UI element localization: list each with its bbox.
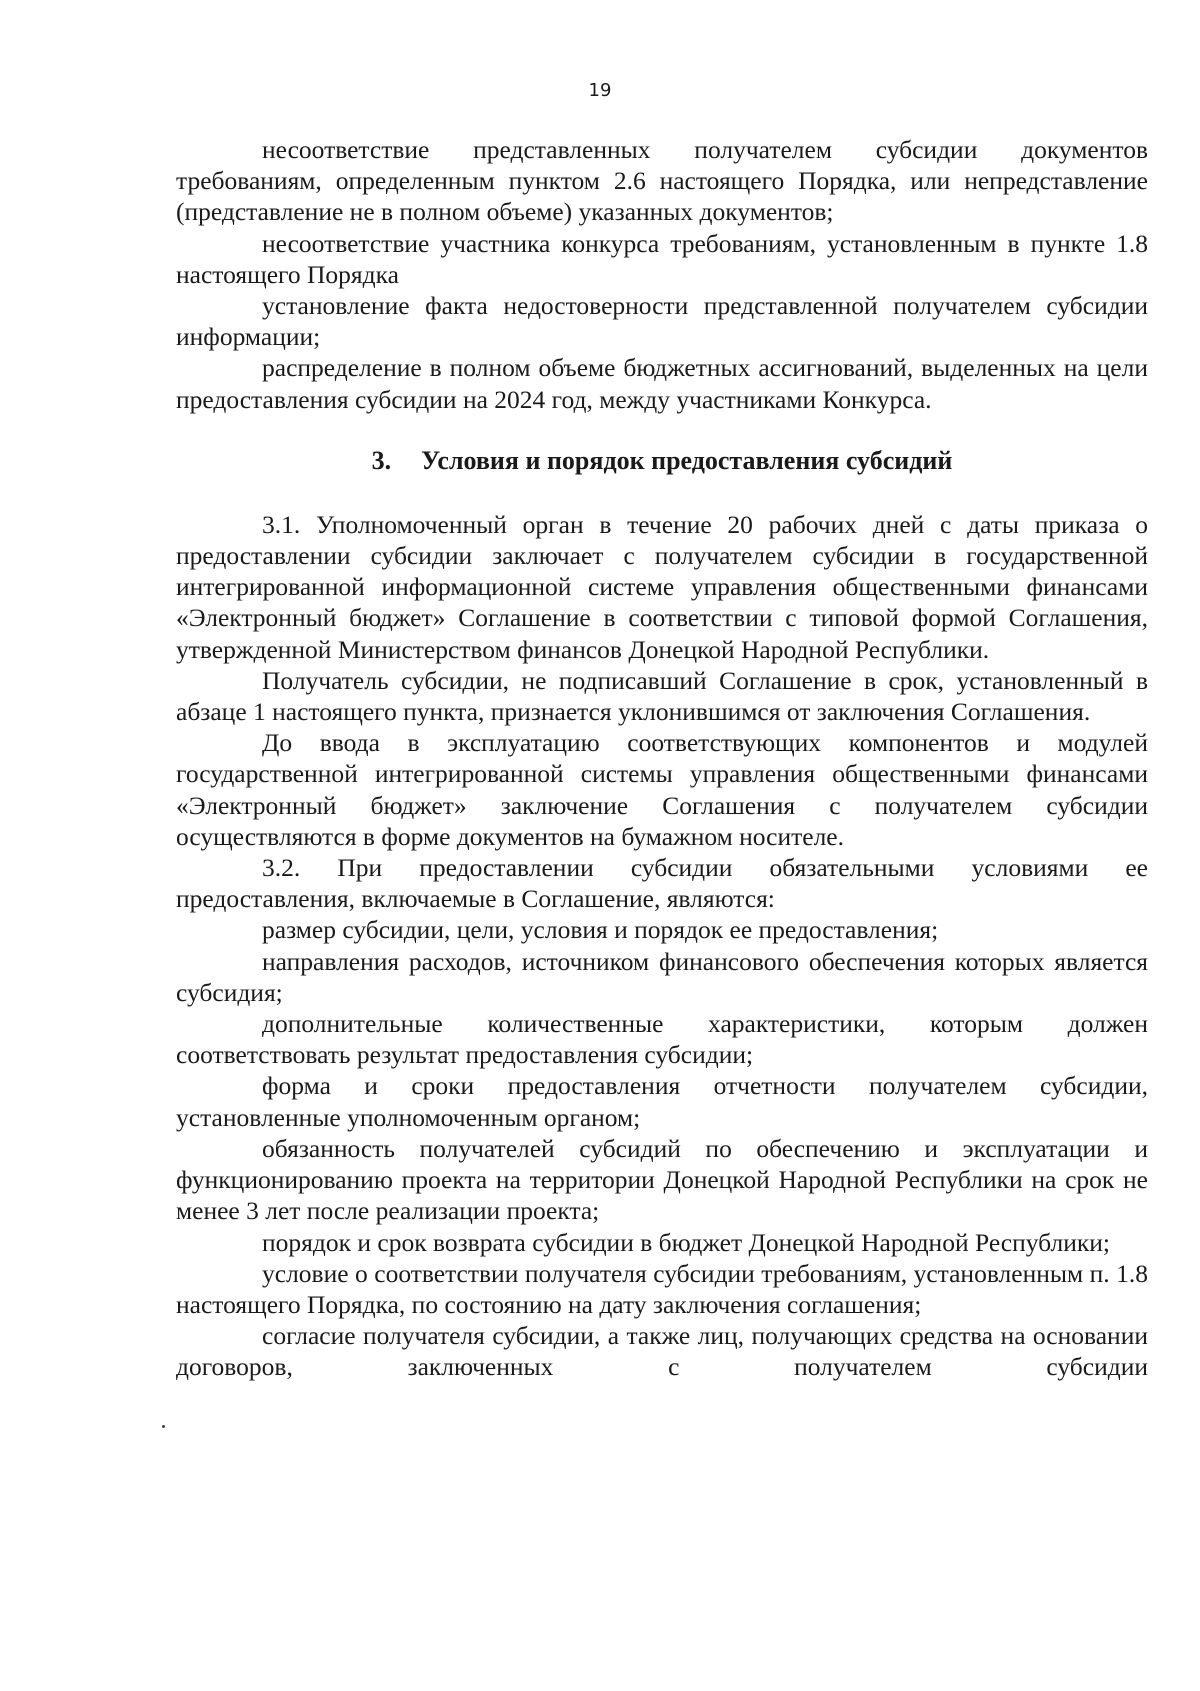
document-body — [176, 134, 1148, 1383]
paragraph: До ввода в эксплуатацию соответствующих компонентов и модулей государственной интегрированной системы управления общественными финансами «Электронный бюджет» заключение Соглашения с получателем субсидии осуществляются в форме документов на бумажном носителе. — [176, 728, 1148, 851]
paragraph: 3.2. При предоставлении субсидии обязательными условиями ее предоставления, включаемые в Соглашение, являются: — [176, 853, 1148, 914]
list-item: направления расходов, источником финансового обеспечения которых является субсидия; — [176, 946, 1148, 1007]
list-item: дополнительные количественные характеристики, которым должен соответствовать результат предоставления субсидии; — [176, 1009, 1148, 1070]
section-number: 3. — [371, 445, 392, 475]
list-item: порядок и срок возврата субсидии в бюджет Донецкой Народной Республики; — [262, 1227, 1110, 1257]
list-item: обязанность получателей субсидий по обеспечению и эксплуатации и функционированию проекта на территории Донецкой Народной Республики на срок не менее 3 лет после реализации проекта; — [176, 1133, 1148, 1226]
paragraph: Получатель субсидии, не подписавший Соглашение в срок, установленный в абзаце 1 настоящего пункта, признается уклонившимся от заключения Соглашения. — [176, 665, 1148, 727]
paragraph: установление факта недостоверности представленной получателем субсидии информации; — [176, 291, 1148, 352]
list-item: форма и сроки предоставления отчетности получателем субсидии, установленные уполномоченным органом; — [176, 1071, 1148, 1132]
section-heading — [176, 445, 1148, 477]
section-title: Условия и порядок предоставления субсидий — [421, 445, 953, 475]
paragraph: распределение в полном объеме бюджетных ассигнований, выделенных на цели предоставления субсидии на 2024 год, между участниками Конкурса. — [176, 353, 1148, 414]
list-item: условие о соответствии получателя субсидии требованиям, установленным п. 1.8 настоящего Порядка, по состоянию на дату заключения соглашения; — [176, 1258, 1148, 1319]
list-item: размер субсидии, цели, условия и порядок ее предоставления; — [262, 915, 939, 945]
paragraph: несоответствие представленных получателем субсидии документов требованиям, определенным пунктом 2.6 настоящего Порядка, или непредставление (представление не в полном объеме) указанных документов; — [176, 135, 1148, 227]
paragraph: несоответствие участника конкурса требованиям, установленным в пункте 1.8 настоящего Порядка — [176, 228, 1148, 289]
page-number: 19 — [588, 80, 612, 101]
paragraph: 3.1. Уполномоченный орган в течение 20 рабочих дней с даты приказа о предоставлении субсидии заключает с получателем субсидии в государственной интегрированной информационной системе управления общественными финансами «Электронный бюджет» Соглашение в соответствии с типовой формой Соглашения, утвержденной Министерством финансов Донецкой Народной Республики. — [176, 509, 1148, 664]
scan-speck — [162, 1425, 165, 1428]
list-item: согласие получателя субсидии, а также лиц, получающих средства на основании договоров, заключенных с получателем субсидии — [176, 1321, 1148, 1382]
